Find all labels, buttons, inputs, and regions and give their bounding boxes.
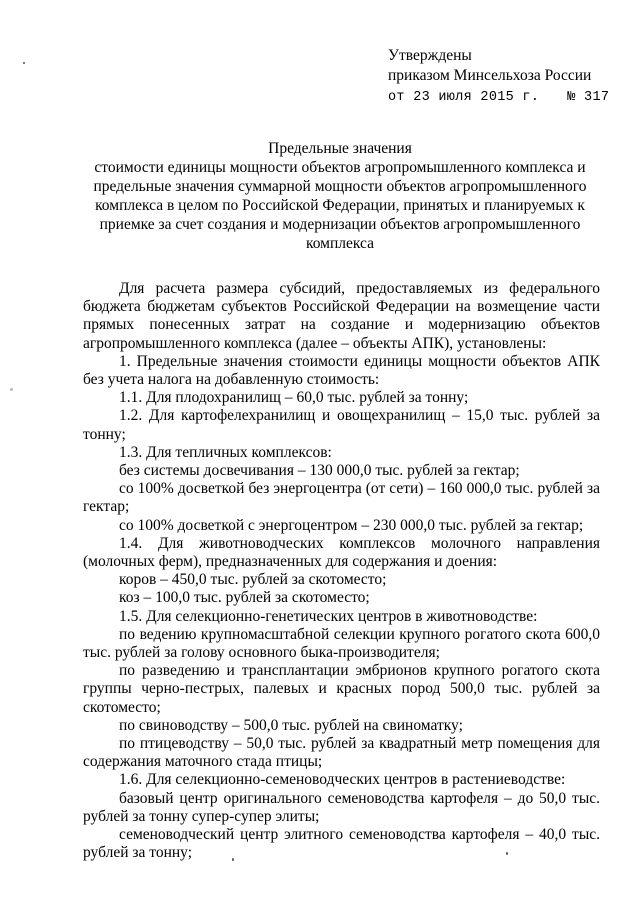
approval-date: от 23 июля 2015 г.	[388, 90, 540, 105]
scan-speck	[23, 62, 25, 64]
paragraph: 1.1. Для плодохранилищ – 60,0 тыс. рублей за тонну;	[119, 389, 469, 407]
paragraph: по птицеводству – 50,0 тыс. рублей за квадратный метр помещения для содержания маточного стада птицы;	[83, 735, 600, 771]
paragraph: 1. Предельные значения стоимости единицы мощности объектов АПК без учета налога на добавленную стоимость:	[83, 352, 600, 389]
paragraph: базовый центр оригинального семеноводства картофеля – до 50,0 тыс. рублей за тонну супер-супер элиты;	[83, 789, 600, 825]
paragraph: по свиноводству – 500,0 тыс. рублей на свиноматку;	[119, 716, 463, 734]
paragraph: 1.5. Для селекционно-генетических центров в животноводстве:	[119, 607, 538, 625]
paragraph: коров – 450,0 тыс. рублей за скотоместо;	[119, 571, 387, 589]
document-body	[83, 280, 600, 863]
paragraph: 1.3. Для тепличных комплексов:	[119, 443, 332, 461]
approval-line-1: Утверждены	[388, 47, 472, 64]
paragraph: без системы досвечивания – 130 000,0 тыс. рублей за гектар;	[119, 462, 520, 480]
paragraph: семеноводческий центр элитного семеноводства картофеля – 40,0 тыс. рублей за тонну;	[83, 826, 600, 862]
paragraph: по разведению и трансплантации эмбрионов крупного рогатого скота группы черно-пестрых, палевых и красных пород 500,0 тыс. рублей за скотоместо;	[83, 662, 600, 716]
paragraph: по ведению крупномасштабной селекции крупного рогатого скота 600,0 тыс. рублей за голову основного быка-производителя;	[83, 625, 600, 662]
scan-speck	[10, 388, 13, 391]
title-line-1: Предельные значения	[268, 140, 412, 157]
paragraph: коз – 100,0 тыс. рублей за скотоместо;	[119, 589, 370, 607]
approval-block	[388, 46, 609, 108]
paragraph: со 100% досветкой без энергоцентра (от сети) – 160 000,0 тыс. рублей за гектар;	[83, 480, 600, 516]
scan-speck	[506, 852, 508, 855]
paragraph: со 100% досветкой с энергоцентром – 230 000,0 тыс. рублей за гектар;	[119, 516, 584, 534]
approval-date-line	[388, 86, 609, 108]
title-text: стоимости единицы мощности объектов агропромышленного комплекса и предельные значения суммарной мощности объектов агропромышленного комплекса в целом по Российской Федерации, принятых и планируемых к приемке за счет создания и модернизации объектов агропромышленного комплекса	[93, 159, 587, 252]
document-title	[90, 139, 590, 253]
paragraph: 1.4. Для животноводческих комплексов молочного направления (молочных ферм), предназначенных для содержания и доения:	[83, 534, 600, 571]
scan-speck	[232, 858, 234, 861]
approval-number: № 317	[567, 90, 610, 105]
paragraph: 1.6. Для селекционно-семеноводческих центров в растениеводстве:	[119, 771, 566, 789]
approval-line-2: приказом Минсельхоза России	[388, 67, 592, 84]
paragraph: Для расчета размера субсидий, предоставляемых из федерального бюджета бюджетам субъектов Российской Федерации на возмещение части прямых понесенных затрат на создание и модернизацию объектов агропромышленного комплекса (далее – объекты АПК), установлены:	[83, 280, 600, 352]
paragraph: 1.2. Для картофелехранилищ и овощехранилищ – 15,0 тыс. рублей за тонну;	[83, 407, 600, 443]
